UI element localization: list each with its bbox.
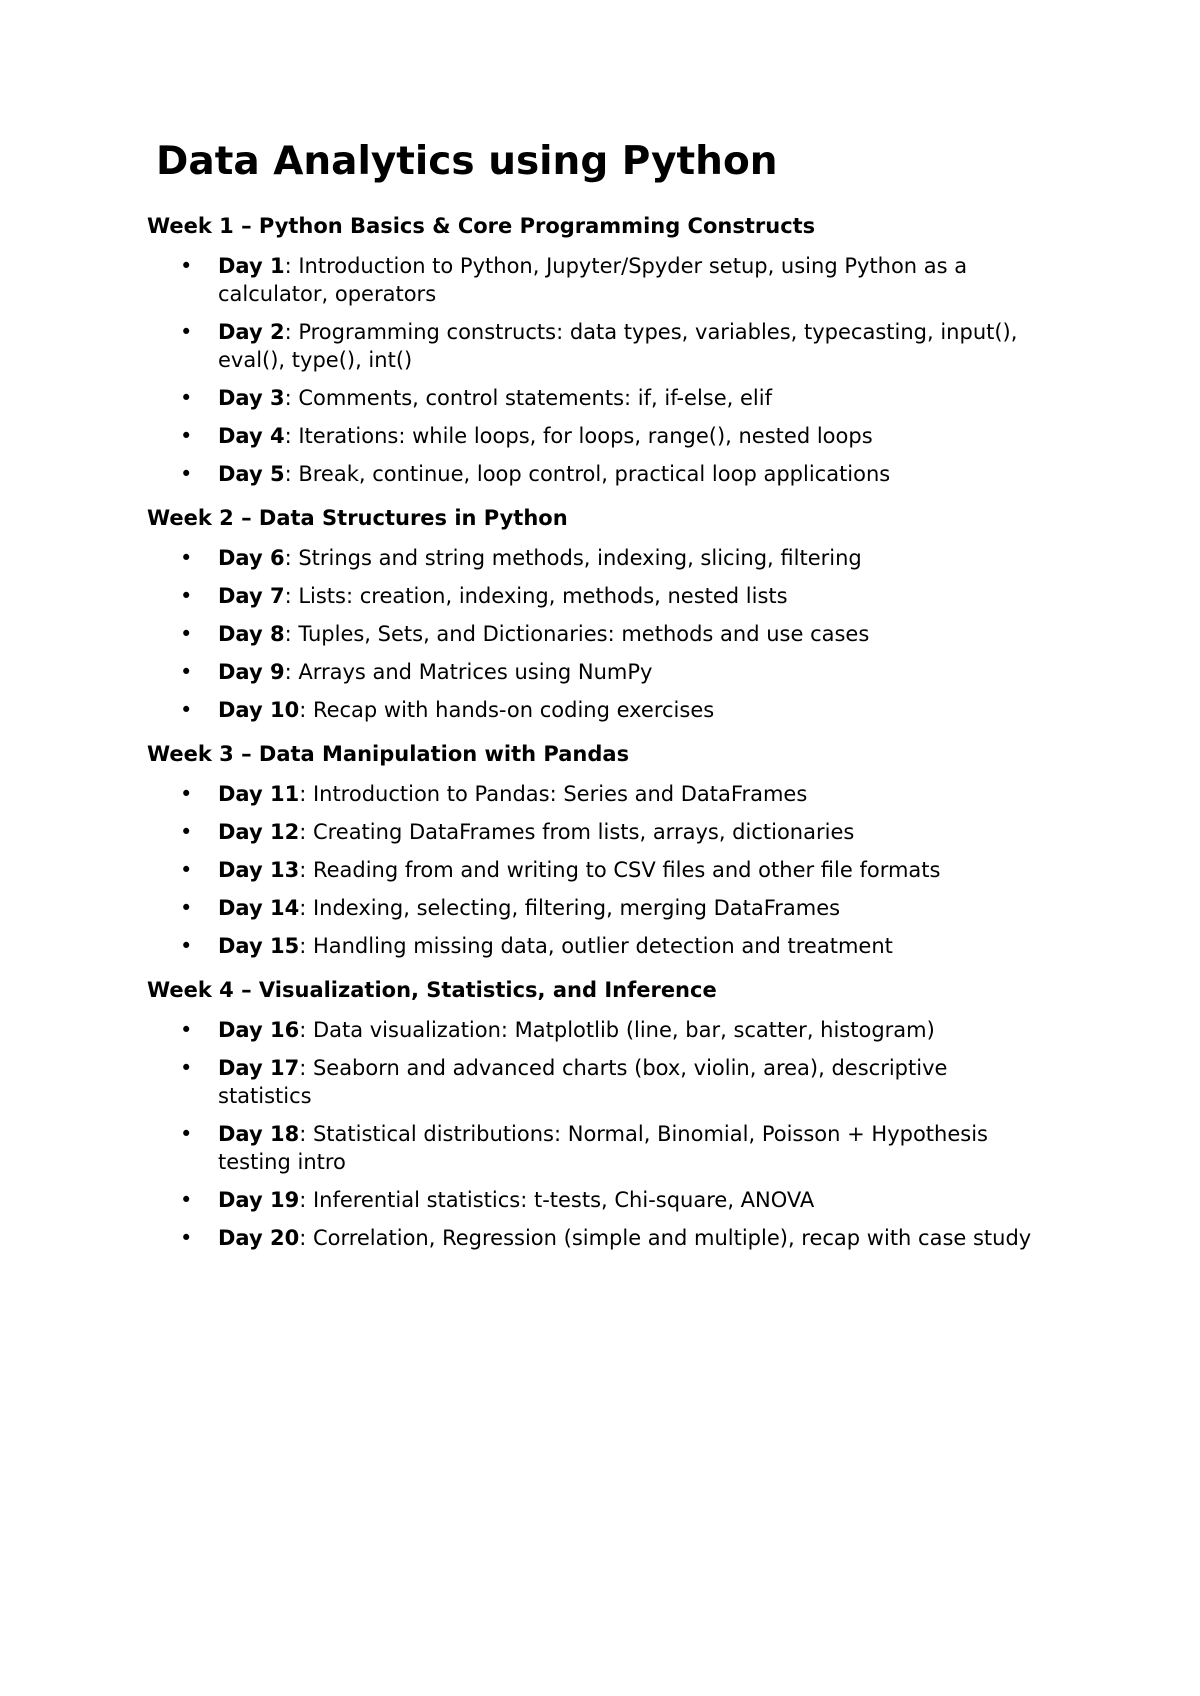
day-label: Day 12 (218, 820, 300, 844)
list-item (147, 582, 1047, 610)
day-label: Day 17 (218, 1056, 300, 1080)
day-description: : Indexing, selecting, filtering, merging DataFrames (299, 896, 841, 920)
day-description: : Break, continue, loop control, practical loop applications (284, 462, 891, 486)
bullet-icon: • (180, 782, 193, 806)
week-heading: Week 4 – Visualization, Statistics, and Inference (147, 978, 717, 1002)
bullet-icon: • (180, 660, 193, 684)
syllabus-content (147, 206, 1047, 1262)
day-label: Day 8 (218, 622, 285, 646)
day-label: Day 15 (218, 934, 300, 958)
day-description: : Inferential statistics: t-tests, Chi-square, ANOVA (299, 1188, 815, 1212)
day-label: Day 18 (218, 1122, 300, 1146)
list-item (147, 1016, 1047, 1044)
list-item (147, 932, 1047, 960)
list-item (147, 1186, 1047, 1214)
day-label: Day 20 (218, 1226, 300, 1250)
day-description: : Data visualization: Matplotlib (line, bar, scatter, histogram) (299, 1018, 935, 1042)
day-label: Day 1 (218, 254, 285, 278)
day-description: : Statistical distributions: Normal, Binomial, Poisson + Hypothesis testing intro (218, 1122, 988, 1174)
bullet-icon: • (180, 386, 193, 410)
day-description: : Strings and string methods, indexing, slicing, filtering (284, 546, 862, 570)
bullet-icon: • (180, 462, 193, 486)
list-item (147, 544, 1047, 572)
day-label: Day 9 (218, 660, 285, 684)
day-label: Day 14 (218, 896, 300, 920)
list-item (147, 422, 1047, 450)
bullet-icon: • (180, 622, 193, 646)
day-label: Day 2 (218, 320, 285, 344)
bullet-icon: • (180, 584, 193, 608)
day-description: : Creating DataFrames from lists, arrays, dictionaries (299, 820, 855, 844)
bullet-icon: • (180, 1122, 193, 1146)
day-label: Day 13 (218, 858, 300, 882)
week-4-section (147, 970, 1047, 1252)
bullet-icon: • (180, 1226, 193, 1250)
week-3-section (147, 734, 1047, 960)
week-heading: Week 2 – Data Structures in Python (147, 506, 568, 530)
bullet-icon: • (180, 698, 193, 722)
bullet-icon: • (180, 320, 193, 344)
list-item (147, 1224, 1047, 1252)
list-item (147, 856, 1047, 884)
day-description: : Reading from and writing to CSV files and other file formats (299, 858, 941, 882)
week-2-section (147, 498, 1047, 724)
day-label: Day 16 (218, 1018, 300, 1042)
day-description: : Tuples, Sets, and Dictionaries: methods and use cases (284, 622, 870, 646)
day-description: : Lists: creation, indexing, methods, nested lists (284, 584, 788, 608)
day-list (147, 1016, 1047, 1252)
day-list (147, 780, 1047, 960)
bullet-icon: • (180, 546, 193, 570)
list-item (147, 1054, 1047, 1110)
bullet-icon: • (180, 820, 193, 844)
day-description: : Correlation, Regression (simple and multiple), recap with case study (299, 1226, 1032, 1250)
list-item (147, 780, 1047, 808)
bullet-icon: • (180, 896, 193, 920)
list-item (147, 460, 1047, 488)
day-label: Day 10 (218, 698, 300, 722)
day-label: Day 6 (218, 546, 285, 570)
day-label: Day 19 (218, 1188, 300, 1212)
bullet-icon: • (180, 1056, 193, 1080)
day-description: : Introduction to Python, Jupyter/Spyder setup, using Python as a calculator, operators (218, 254, 968, 306)
list-item (147, 384, 1047, 412)
week-heading: Week 1 – Python Basics & Core Programming Constructs (147, 214, 816, 238)
day-description: : Seaborn and advanced charts (box, violin, area), descriptive statistics (218, 1056, 948, 1108)
day-list (147, 544, 1047, 724)
day-label: Day 11 (218, 782, 300, 806)
day-description: : Handling missing data, outlier detection and treatment (299, 934, 893, 958)
day-description: : Comments, control statements: if, if-else, elif (284, 386, 772, 410)
day-description: : Iterations: while loops, for loops, range(), nested loops (284, 424, 873, 448)
list-item (147, 894, 1047, 922)
list-item (147, 818, 1047, 846)
day-label: Day 3 (218, 386, 285, 410)
bullet-icon: • (180, 254, 193, 278)
week-heading: Week 3 – Data Manipulation with Pandas (147, 742, 630, 766)
day-list (147, 252, 1047, 488)
list-item (147, 658, 1047, 686)
bullet-icon: • (180, 934, 193, 958)
day-label: Day 7 (218, 584, 285, 608)
day-description: : Recap with hands-on coding exercises (299, 698, 715, 722)
bullet-icon: • (180, 424, 193, 448)
day-label: Day 5 (218, 462, 285, 486)
list-item (147, 1120, 1047, 1176)
day-description: : Arrays and Matrices using NumPy (284, 660, 653, 684)
bullet-icon: • (180, 1018, 193, 1042)
day-description: : Introduction to Pandas: Series and DataFrames (299, 782, 808, 806)
document-title: Data Analytics using Python (156, 139, 778, 184)
list-item (147, 252, 1047, 308)
day-description: : Programming constructs: data types, variables, typecasting, input(), eval(), type(), int() (218, 320, 1018, 372)
day-label: Day 4 (218, 424, 285, 448)
bullet-icon: • (180, 858, 193, 882)
list-item (147, 318, 1047, 374)
list-item (147, 696, 1047, 724)
bullet-icon: • (180, 1188, 193, 1212)
list-item (147, 620, 1047, 648)
week-1-section (147, 206, 1047, 488)
